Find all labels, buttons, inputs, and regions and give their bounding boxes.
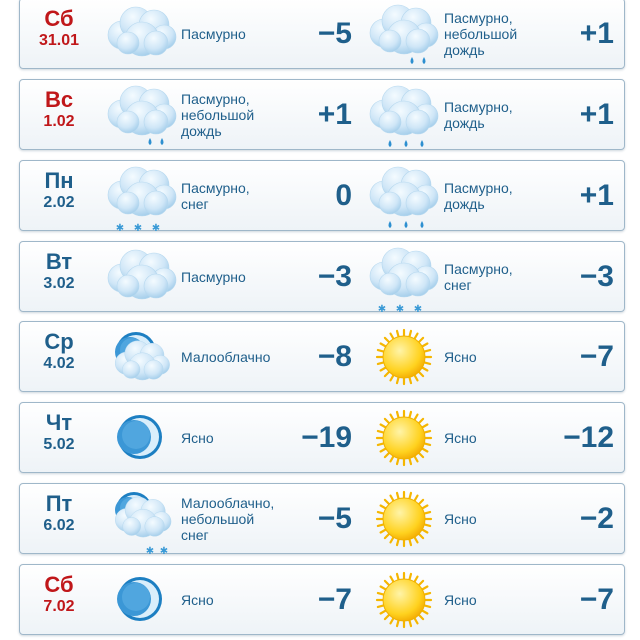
- forecast-row[interactable]: [19, 483, 625, 554]
- weather-description: Пасмурно, небольшой дождь: [181, 91, 255, 139]
- day-date: 31.01: [38, 32, 80, 49]
- temperature: +1: [579, 98, 614, 131]
- sun-icon: [366, 322, 442, 392]
- day-block: [20, 250, 98, 294]
- temperature: −19: [301, 421, 352, 454]
- day-block: [20, 411, 98, 455]
- day-name: Пн: [44, 168, 74, 193]
- forecast-row[interactable]: [19, 160, 625, 231]
- weather-description: Малооблачно: [181, 349, 271, 365]
- weather-description: Ясно: [444, 592, 477, 608]
- day-block: [20, 573, 98, 617]
- temperature: −7: [317, 583, 352, 616]
- temperature: −3: [317, 260, 352, 293]
- svg-text:✱: ✱: [413, 304, 423, 312]
- forecast-row[interactable]: [19, 402, 625, 473]
- temperature: +1: [317, 98, 352, 131]
- sun-icon: [366, 484, 442, 554]
- day-block: [20, 169, 98, 213]
- cloud-icon: [104, 0, 180, 69]
- temperature: −5: [317, 17, 352, 50]
- weather-description: Пасмурно, снег: [444, 261, 513, 293]
- weather-description: Пасмурно, небольшой дождь: [444, 10, 518, 58]
- weather-description: Пасмурно, дождь: [444, 99, 513, 131]
- day-date: 6.02: [43, 517, 75, 534]
- day-date: 1.02: [43, 113, 75, 130]
- weather-description: Ясно: [444, 511, 477, 527]
- cloud-rain-icon: [104, 80, 180, 150]
- svg-text:✱: ✱: [115, 223, 125, 231]
- svg-text:✱: ✱: [395, 304, 405, 312]
- weather-description: Ясно: [444, 349, 477, 365]
- day-block: [20, 7, 98, 51]
- day-name: Сб: [44, 6, 74, 31]
- day-name: Чт: [45, 410, 73, 435]
- moon-icon: [104, 403, 180, 473]
- sun-icon: [366, 565, 442, 635]
- weather-description: Ясно: [444, 430, 477, 446]
- weather-description: Пасмурно, дождь: [444, 180, 513, 212]
- forecast-row[interactable]: [19, 321, 625, 392]
- forecast-row[interactable]: [19, 564, 625, 635]
- moon-icon: [104, 565, 180, 635]
- weather-description: Ясно: [181, 592, 214, 608]
- forecast-row[interactable]: [19, 0, 625, 69]
- forecast-row[interactable]: [19, 79, 625, 150]
- cloud-icon: [104, 242, 180, 312]
- svg-text:✱: ✱: [377, 304, 387, 312]
- moon-cloud-snow-icon: [104, 484, 180, 554]
- cloud-snow-icon: [366, 242, 442, 312]
- day-date: 3.02: [43, 275, 75, 292]
- day-name: Вс: [44, 87, 74, 112]
- day-date: 2.02: [43, 194, 75, 211]
- forecast-row[interactable]: [19, 241, 625, 312]
- day-block: [20, 330, 98, 374]
- temperature: −12: [563, 421, 614, 454]
- cloud-snow-icon: [104, 161, 180, 231]
- weather-description: Пасмурно: [181, 26, 246, 42]
- moon-cloud-icon: [104, 322, 180, 392]
- svg-text:✱: ✱: [133, 223, 143, 231]
- day-date: 7.02: [43, 598, 75, 615]
- cloud-heavy-rain-icon: [366, 80, 442, 150]
- svg-text:✱: ✱: [145, 546, 155, 554]
- temperature: −8: [317, 340, 352, 373]
- sun-icon: [366, 403, 442, 473]
- temperature: −7: [579, 340, 614, 373]
- day-name: Ср: [44, 329, 74, 354]
- weather-description: Ясно: [181, 430, 214, 446]
- cloud-rain-icon: [366, 0, 442, 69]
- temperature: +1: [579, 17, 614, 50]
- weather-description: Пасмурно: [181, 269, 246, 285]
- day-name: Сб: [44, 572, 74, 597]
- cloud-heavy-rain-icon: [366, 161, 442, 231]
- day-block: [20, 492, 98, 536]
- temperature: −5: [317, 502, 352, 535]
- svg-text:✱: ✱: [151, 223, 161, 231]
- temperature: −7: [579, 583, 614, 616]
- weather-description: Пасмурно, снег: [181, 180, 250, 212]
- day-name: Пт: [45, 491, 73, 516]
- day-block: [20, 88, 98, 132]
- weather-description: Малооблачно, небольшой снег: [181, 495, 275, 543]
- temperature: −2: [579, 502, 614, 535]
- day-date: 4.02: [43, 355, 75, 372]
- temperature: −3: [579, 260, 614, 293]
- temperature: +1: [579, 179, 614, 212]
- day-name: Вт: [45, 249, 73, 274]
- temperature: 0: [335, 179, 352, 212]
- day-date: 5.02: [43, 436, 75, 453]
- svg-text:✱: ✱: [159, 546, 169, 554]
